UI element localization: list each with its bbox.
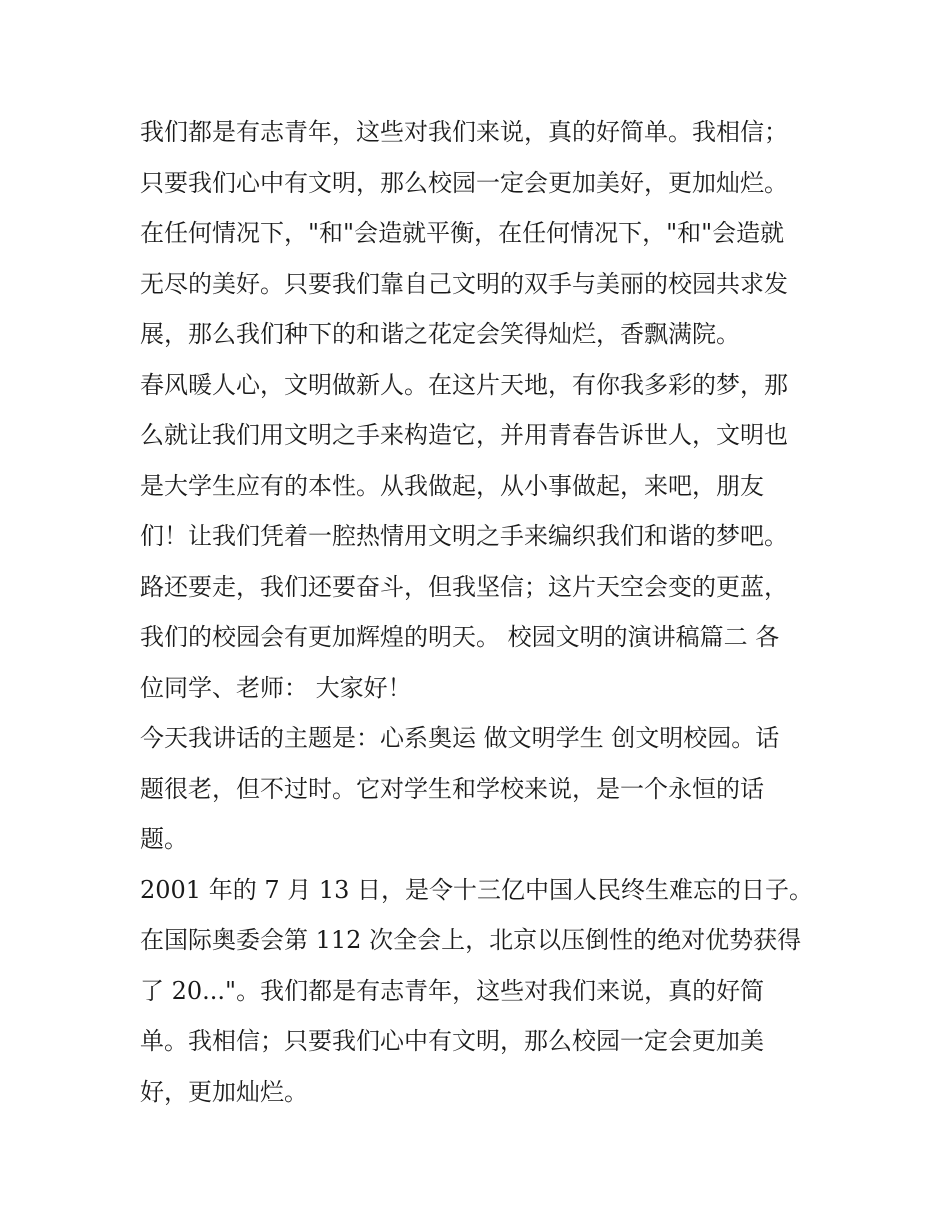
text-line: 我们都是有志青年，这些对我们来说，真的好简单。我相信； bbox=[140, 118, 788, 146]
text-line: 春风暖人心，文明做新人。在这片天地，有你我多彩的梦，那 bbox=[140, 370, 788, 399]
text-line: 无尽的美好。只要我们靠自己文明的双手与美丽的校园共求发 bbox=[140, 269, 788, 298]
text-line: 展，那么我们种下的和谐之花定会笑得灿烂，香飘满院。 bbox=[140, 320, 740, 348]
document-body bbox=[140, 107, 820, 1117]
text-line: 么就让我们用文明之手来构造它，并用青春告诉世人，文明也 bbox=[140, 421, 788, 449]
text-line: 是大学生应有的本性。从我做起，从小事做起，来吧，朋友 bbox=[140, 471, 764, 500]
text-line: 只要我们心中有文明，那么校园一定会更加美好，更加灿烂。 bbox=[140, 168, 788, 197]
text-line: 单。我相信；只要我们心中有文明，那么校园一定会更加美 bbox=[140, 1027, 764, 1055]
text-line: 题。 bbox=[140, 825, 188, 853]
text-line: 路还要走，我们还要奋斗，但我坚信；这片天空会变的更蓝， bbox=[140, 572, 788, 601]
text-line: 今天我讲话的主题是：心系奥运 做文明学生 创文明校园。话 bbox=[140, 724, 780, 752]
text-line: 我们的校园会有更加辉煌的明天。 校园文明的演讲稿篇二 各 bbox=[140, 623, 780, 651]
text-line: 在任何情况下，"和"会造就平衡，在任何情况下，"和"会造就 bbox=[140, 219, 785, 247]
text-line: 2001 年的 7 月 13 日，是令十三亿中国人民终生难忘的日子。 bbox=[140, 875, 814, 904]
text-line: 位同学、老师： 大家好！ bbox=[140, 673, 412, 702]
text-line: 们！让我们凭着一腔热情用文明之手来编织我们和谐的梦吧。 bbox=[140, 522, 788, 550]
text-line: 好，更加灿烂。 bbox=[140, 1077, 308, 1106]
text-line: 题很老，但不过时。它对学生和学校来说，是一个永恒的话 bbox=[140, 774, 764, 803]
text-line: 在国际奥委会第 112 次全会上，北京以压倒性的绝对优势获得 bbox=[140, 926, 802, 954]
text-line: 了 20..."。我们都是有志青年，这些对我们来说，真的好简 bbox=[140, 976, 765, 1005]
